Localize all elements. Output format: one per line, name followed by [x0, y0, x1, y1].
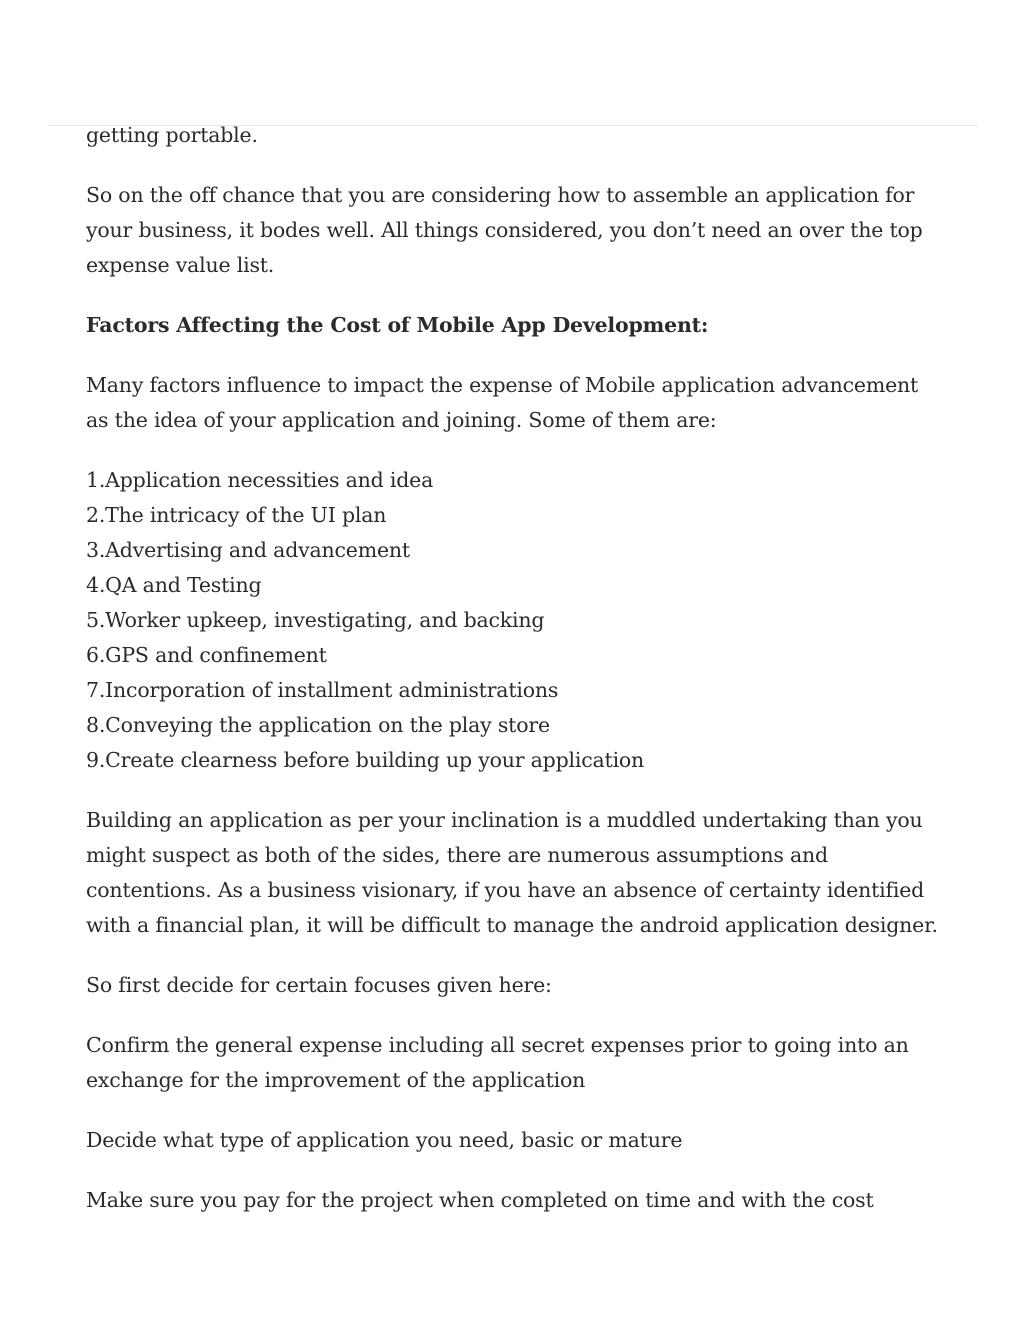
paragraph-factors-intro: Many factors influence to impact the expense of Mobile application advancement as the idea of your application and joining. Some of them are:	[86, 373, 919, 432]
list-item: 1.Application necessities and idea	[86, 468, 434, 492]
list-item: 6.GPS and confinement	[86, 643, 327, 667]
list-item: 7.Incorporation of installment administrations	[86, 678, 559, 702]
paragraph-confirm-expense: Confirm the general expense including all secret expenses prior to going into an exchange for the improvement of the application	[86, 1033, 909, 1092]
list-item: 9.Create clearness before building up your application	[86, 748, 645, 772]
paragraph-app-type: Decide what type of application you need, basic or mature	[86, 1128, 683, 1152]
paragraph-business-app: So on the off chance that you are considering how to assemble an application for your business, it bodes well. All things considered, you don’t need an over the top expense value list.	[86, 183, 923, 277]
paragraph-payment: Make sure you pay for the project when completed on time and with the cost	[86, 1188, 874, 1212]
list-item: 2.The intricacy of the UI plan	[86, 503, 387, 527]
factors-list	[86, 463, 946, 778]
paragraph-focuses: So first decide for certain focuses given here:	[86, 973, 552, 997]
section-heading: Factors Affecting the Cost of Mobile App Development:	[86, 313, 709, 337]
article-body	[86, 118, 946, 1243]
intro-fragment: getting portable.	[86, 123, 258, 147]
list-item: 5.Worker upkeep, investigating, and backing	[86, 608, 545, 632]
list-item: 4.QA and Testing	[86, 573, 262, 597]
list-item: 8.Conveying the application on the play store	[86, 713, 550, 737]
list-item: 3.Advertising and advancement	[86, 538, 410, 562]
paragraph-building-app: Building an application as per your inclination is a muddled undertaking than you might suspect as both of the sides, there are numerous assumptions and contentions. As a business visionary, if you have an absence of certainty identified with a financial plan, it will be difficult to manage the android application designer.	[86, 808, 938, 937]
